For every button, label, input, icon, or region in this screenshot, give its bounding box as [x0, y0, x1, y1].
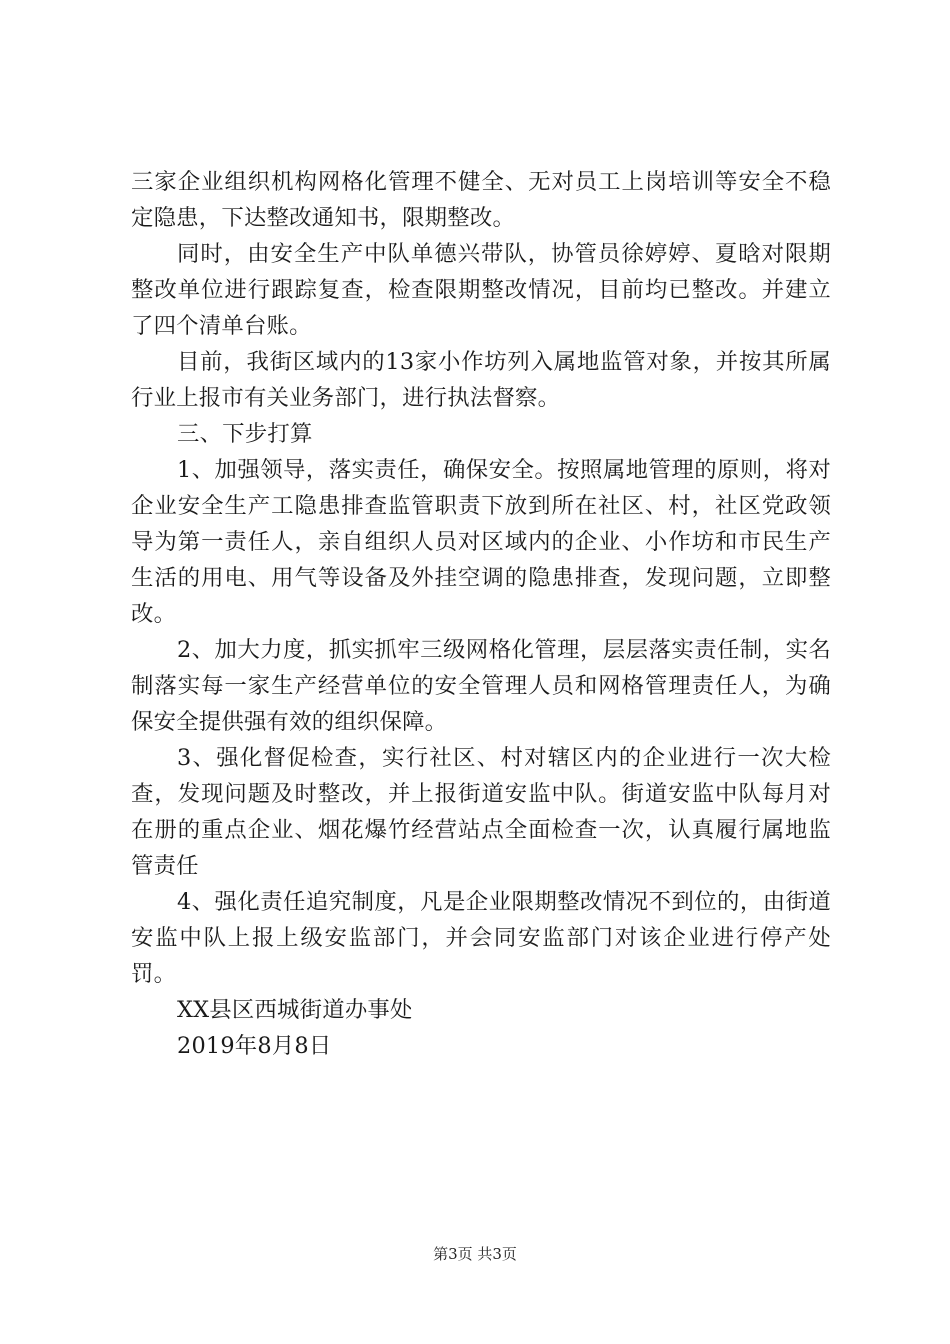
signature-date: 2019年8月8日: [177, 1033, 332, 1059]
list-item-2: 2、加大力度，抓实抓牢三级网格化管理，层层落实责任制，实名制落实每一家生产经营单位的安全管理人员和网格管理责任人，为确保安全提供强有效的组织保障。: [131, 637, 831, 735]
paragraph-continuation: 三家企业组织机构网格化管理不健全、无对员工上岗培训等安全不稳定隐患，下达整改通知书，限期整改。: [131, 169, 831, 231]
section-heading-next-steps: 三、下步打算: [177, 421, 313, 447]
paragraph-follow-up-check: 同时，由安全生产中队单德兴带队，协管员徐婷婷、夏晗对限期整改单位进行跟踪复查，检查限期整改情况，目前均已整改。并建立了四个清单台账。: [131, 241, 831, 339]
list-item-1: 1、加强领导，落实责任，确保安全。按照属地管理的原则，将对企业安全生产工隐患排查监管职责下放到所在社区、村，社区党政领导为第一责任人，亲自组织人员对区域内的企业、小作坊和市民生产生活的用电、用气等设备及外挂空调的隐患排查，发现问题，立即整改。: [131, 457, 831, 627]
document-body: [131, 164, 831, 1064]
page-number-footer: 第3页 共3页: [433, 1245, 517, 1263]
signature-organization: XX县区西城街道办事处: [177, 997, 413, 1023]
list-item-3: 3、强化督促检查，实行社区、村对辖区内的企业进行一次大检查，发现问题及时整改，并上报街道安监中队。街道安监中队每月对在册的重点企业、烟花爆竹经营站点全面检查一次，认真履行属地监管责任: [131, 745, 831, 879]
paragraph-workshops: 目前，我街区域内的13家小作坊列入属地监管对象，并按其所属行业上报市有关业务部门，进行执法督察。: [131, 349, 831, 411]
list-item-4: 4、强化责任追究制度，凡是企业限期整改情况不到位的，由街道安监中队上报上级安监部门，并会同安监部门对该企业进行停产处罚。: [131, 889, 831, 987]
